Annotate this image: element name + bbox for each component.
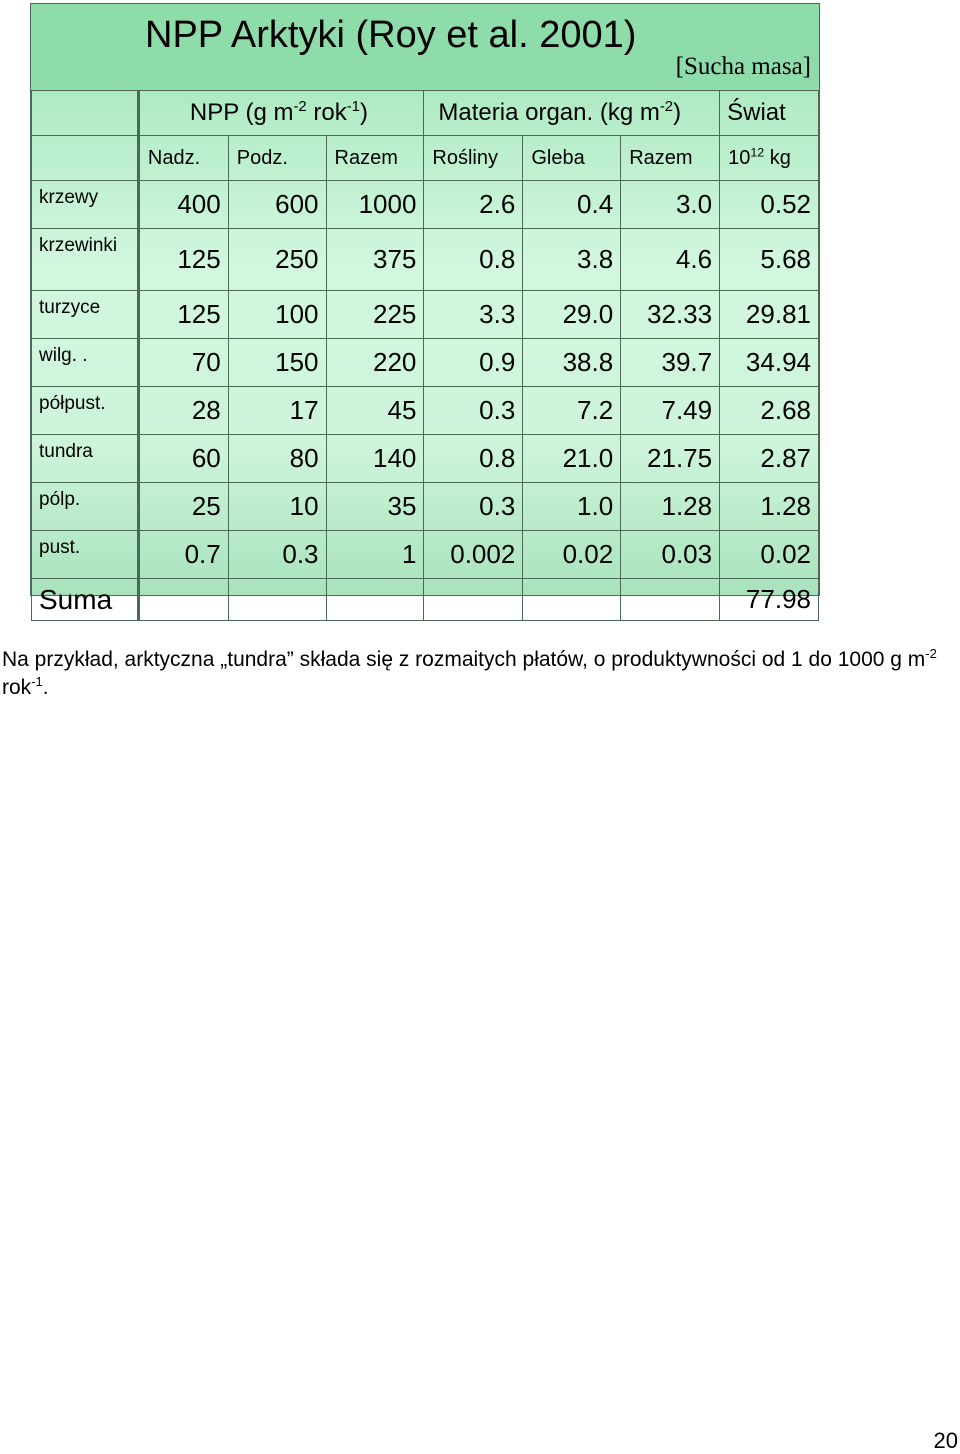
table-cell: 32.33 — [621, 291, 720, 339]
row-label: półpust. — [32, 387, 139, 435]
table-row — [32, 483, 819, 531]
table-cell: 10 — [228, 483, 326, 531]
slide-subtitle: [Sucha masa] — [675, 53, 811, 80]
table-cell: 80 — [228, 435, 326, 483]
header-npp: NPP (g $m^{-2}$ rok$^{-1}$) — [138, 91, 424, 136]
table-cell: 3.3 — [424, 291, 523, 339]
table-cell: 0.52 — [720, 181, 819, 229]
header-world: Świat — [720, 91, 819, 136]
table-cell: 39.7 — [621, 339, 720, 387]
table-cell: 0.8 — [424, 229, 523, 291]
table-cell: 1.28 — [720, 483, 819, 531]
table-cell: 34.94 — [720, 339, 819, 387]
table-cell: 0.02 — [523, 531, 621, 579]
table-row — [32, 339, 819, 387]
empty-cell — [424, 579, 523, 621]
table-cell: 0.3 — [424, 483, 523, 531]
page-number: 20 — [933, 1428, 958, 1453]
table-cell: 70 — [138, 339, 228, 387]
table-cell: 100 — [228, 291, 326, 339]
table-cell: 600 — [228, 181, 326, 229]
table-cell: 7.2 — [523, 387, 621, 435]
table-cell: 0.002 — [424, 531, 523, 579]
slide — [30, 3, 820, 615]
header-row-groups — [32, 91, 819, 136]
sum-row — [32, 579, 819, 621]
table-cell: 150 — [228, 339, 326, 387]
header-corner — [32, 91, 139, 136]
col-rosliny: Rośliny — [424, 136, 523, 181]
npp-table — [31, 90, 819, 621]
row-label: pust. — [32, 531, 139, 579]
table-row — [32, 531, 819, 579]
table-cell: 0.7 — [138, 531, 228, 579]
table-cell: 1.28 — [621, 483, 720, 531]
row-label: tundra — [32, 435, 139, 483]
table-cell: 35 — [326, 483, 424, 531]
table-cell: 38.8 — [523, 339, 621, 387]
note-text: Na przykład, arktyczna „tundra” składa się z rozmaitych płatów, o produktywności od 1 do 1000 g $m^{-2}$ rok$^{-1}$. — [2, 646, 937, 699]
header-organic-matter: Materia organ. (kg $m^{-2}$) — [424, 91, 720, 136]
table-cell: 2.68 — [720, 387, 819, 435]
sum-value: 77.98 — [720, 579, 819, 621]
table-cell: 7.49 — [621, 387, 720, 435]
table-cell: 29.0 — [523, 291, 621, 339]
row-label: turzyce — [32, 291, 139, 339]
table-row — [32, 291, 819, 339]
table-cell: 3.0 — [621, 181, 720, 229]
table-cell: 400 — [138, 181, 228, 229]
table-cell: 140 — [326, 435, 424, 483]
table-cell: 125 — [138, 291, 228, 339]
table-cell: 1.0 — [523, 483, 621, 531]
table-cell: 0.03 — [621, 531, 720, 579]
table-cell: 45 — [326, 387, 424, 435]
table-cell: 220 — [326, 339, 424, 387]
table-cell: 3.8 — [523, 229, 621, 291]
table-cell: 5.68 — [720, 229, 819, 291]
empty-cell — [228, 579, 326, 621]
row-label: pólp. — [32, 483, 139, 531]
table-cell: 4.6 — [621, 229, 720, 291]
table-cell: 1 — [326, 531, 424, 579]
table-row — [32, 181, 819, 229]
col-podz: Podz. — [228, 136, 326, 181]
table-row — [32, 435, 819, 483]
table-cell: 1000 — [326, 181, 424, 229]
table-cell: 375 — [326, 229, 424, 291]
table-cell: 29.81 — [720, 291, 819, 339]
table-cell: 225 — [326, 291, 424, 339]
table-row — [32, 229, 819, 291]
table-row — [32, 387, 819, 435]
table-cell: 0.9 — [424, 339, 523, 387]
header-row-columns — [32, 136, 819, 181]
col-nadz: Nadz. — [138, 136, 228, 181]
table-cell: 21.75 — [621, 435, 720, 483]
table-cell: 25 — [138, 483, 228, 531]
empty-cell — [523, 579, 621, 621]
table-cell: 0.8 — [424, 435, 523, 483]
title-band — [31, 4, 819, 91]
col-gleba: Gleba — [523, 136, 621, 181]
col-razem-org: Razem — [621, 136, 720, 181]
empty-cell — [326, 579, 424, 621]
table-cell: 2.6 — [424, 181, 523, 229]
row-label: krzewy — [32, 181, 139, 229]
header-corner-2 — [32, 136, 139, 181]
table-cell: 28 — [138, 387, 228, 435]
table-cell: 2.87 — [720, 435, 819, 483]
col-world-unit: $10^{12}$ kg — [720, 136, 819, 181]
table-cell: 60 — [138, 435, 228, 483]
table-cell: 21.0 — [523, 435, 621, 483]
table-cell: 0.4 — [523, 181, 621, 229]
table-cell: 0.3 — [228, 531, 326, 579]
slide-title: NPP Arktyki (Roy et al. 2001) — [145, 14, 637, 56]
table-cell: 17 — [228, 387, 326, 435]
table-cell: 0.02 — [720, 531, 819, 579]
table-cell: 0.3 — [424, 387, 523, 435]
row-label: krzewinki — [32, 229, 139, 291]
col-razem-npp: Razem — [326, 136, 424, 181]
sum-label: Suma — [32, 579, 139, 621]
table-cell: 125 — [138, 229, 228, 291]
empty-cell — [138, 579, 228, 621]
table-cell: 250 — [228, 229, 326, 291]
empty-cell — [621, 579, 720, 621]
row-label: wilg. . — [32, 339, 139, 387]
